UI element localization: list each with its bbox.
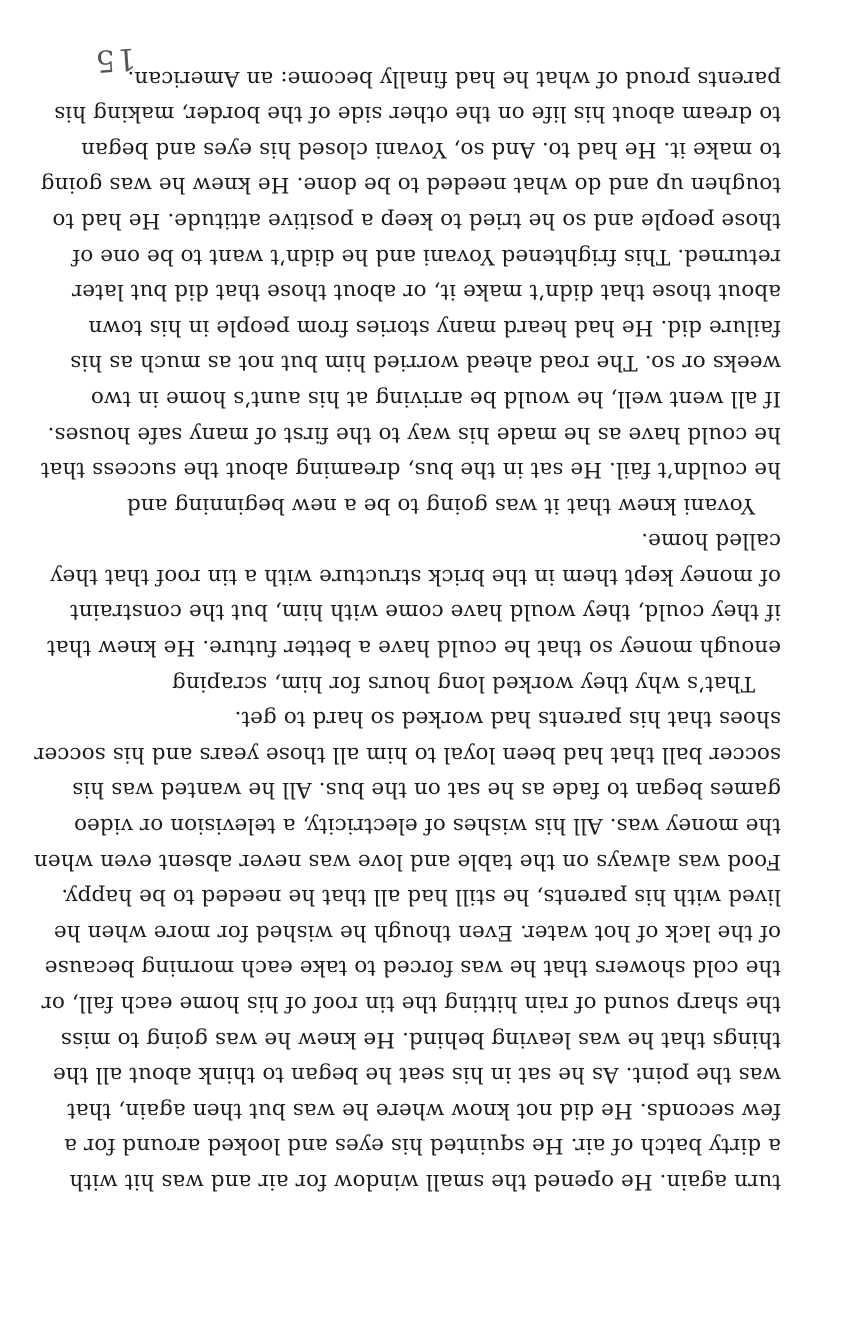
- text-line: If all went well, he would be arriving at his aunt’s home in two: [90, 385, 781, 411]
- text-line: of money kept them in the brick structure with a tin roof that they: [50, 563, 781, 589]
- text-line: parents proud of what he had finally become: an American.: [127, 65, 781, 91]
- text-line: returned. This frightened Yovani and he didn’t want to be one of: [72, 243, 781, 269]
- text-line: lived with his parents, he still had all that he needed to be happy.: [61, 884, 781, 910]
- text-line: to make it. He had to. And so, Yovani closed his eyes and began: [81, 136, 781, 162]
- text-line: about those that didn’t make it, or about those that did but later: [71, 279, 781, 305]
- text-line: games began to fade as he sat on the bus. All he wanted was his: [72, 777, 781, 803]
- text-line: to dream about his life on the other side of the border, making his: [54, 101, 781, 127]
- text-line: of the lack of hot water. Even though he wished for more when he: [53, 919, 781, 945]
- text-line: the cold showers that he was forced to take each morning because: [44, 955, 781, 981]
- text-line: those people and so he tried to keep a positive attitude. He had to: [52, 207, 781, 233]
- text-line: soccer ball that had been loyal to him all those years and his soccer: [34, 741, 781, 767]
- text-line: if they could, they would have come with him, but the constraint: [69, 599, 781, 625]
- text-line: he could have as he made his way to the first of many safe houses.: [47, 421, 781, 447]
- text-line: the sharp sound of rain hitting the tin roof of his home each fall, or: [41, 991, 781, 1017]
- paragraph-first-line: Yovani knew that it was going to be a new beginning and: [126, 492, 755, 518]
- text-line: things that he was leaving behind. He knew he was going to miss: [60, 1026, 781, 1052]
- paragraph-first-line: That’s why they worked long hours for him, scraping: [171, 670, 755, 696]
- text-line: Food was always on the table and love was never absent even when: [33, 848, 781, 874]
- text-line: weeks or so. The road ahead worried him but not as much as his: [70, 350, 781, 376]
- text-line: called home.: [641, 528, 781, 554]
- text-line: failure did. He had heard many stories from people in his town: [88, 314, 781, 340]
- text-line: few seconds. He did not know where he was but then again, that: [66, 1097, 781, 1123]
- text-line: toughen up and do what needed to be done. He knew he was going: [40, 172, 781, 198]
- handwritten-page-number: 15: [92, 40, 138, 79]
- text-line: shoes that his parents had worked so hard to get.: [234, 706, 781, 732]
- text-line: enough money so that he could have a better future. He knew that: [46, 635, 781, 661]
- story-text: [33, 60, 781, 1199]
- text-line: he couldn’t fail. He sat in the bus, dreaming about the success that: [40, 457, 781, 483]
- text-line: the money was. All his wishes of electricity, a television or video: [73, 813, 781, 839]
- text-line: turn again. He opened the small window for air and was hit with: [69, 1169, 781, 1194]
- text-line: was the point. As he sat in his seat he began to think about all the: [52, 1062, 781, 1088]
- text-line: a dirty batch of air. He squinted his eyes and looked around for a: [64, 1133, 781, 1159]
